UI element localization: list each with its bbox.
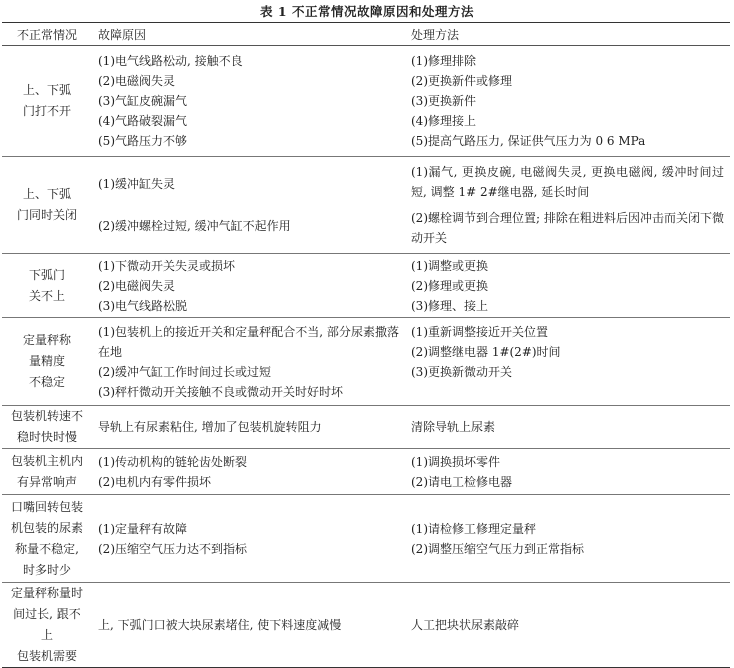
condition-line: 包装机转速不 — [10, 409, 83, 423]
fault-table — [2, 22, 730, 668]
condition-line: 门同时关闭 — [16, 208, 77, 222]
condition-cell — [2, 406, 92, 449]
condition-line: 时多时少 — [22, 562, 71, 577]
cause-item: (2)电磁阀失灵 — [98, 74, 175, 88]
condition-cell — [2, 449, 92, 495]
table-row — [2, 495, 730, 583]
cause-item: (2)缓冲螺栓过短, 缓冲气缸不起作用 — [98, 219, 291, 233]
cause-item: (1)传动机构的链轮齿处断裂 — [98, 454, 247, 469]
condition-line: 称量不稳定, — [15, 541, 79, 556]
condition-line: 包装机主机内 — [10, 453, 83, 468]
solution-item: (1)调整或更换 — [411, 258, 488, 273]
condition-line: 上、下弧 — [22, 83, 71, 97]
table-row — [2, 254, 730, 318]
solution-item: (3)更换新微动开关 — [411, 364, 512, 379]
cause-item: (5)气路压力不够 — [98, 134, 187, 148]
cause-item: 导轨上有尿素粘住, 增加了包装机旋转阻力 — [98, 420, 322, 434]
cause-item: (1)包装机上的接近开关和定量秤配合不当, 部分尿素撒落在地 — [98, 324, 399, 359]
condition-line: 有异常响声 — [16, 474, 77, 489]
condition-cell — [2, 46, 92, 157]
cause-item: (1)电气线路松动, 接触不良 — [98, 54, 243, 68]
condition-cell — [2, 495, 92, 583]
condition-line: 口嘴回转包装 — [10, 499, 83, 514]
solution-item: (2)请电工检修电器 — [411, 474, 512, 489]
table-row — [2, 157, 730, 254]
table-row — [2, 406, 730, 449]
cause-cell — [92, 46, 405, 157]
condition-line: 关不上 — [28, 288, 65, 303]
solution-item: 清除导轨上尿素 — [411, 420, 496, 434]
condition-line: 间过长, 跟不上 — [13, 607, 81, 642]
cause-item: (1)缓冲缸失灵 — [98, 177, 175, 191]
cause-item: (2)缓冲气缸工作时间过长或过短 — [98, 364, 271, 379]
cause-item: (1)下微动开关失灵或损坏 — [98, 258, 235, 273]
condition-cell — [2, 583, 92, 668]
cause-item: (3)气缸皮碗漏气 — [98, 94, 187, 108]
solution-item: (1)请检修工修理定量秤 — [411, 521, 536, 536]
condition-line: 包装机需要 — [16, 649, 77, 663]
cause-item: 上, 下弧门口被大块尿素堵住, 使下料速度减慢 — [98, 618, 342, 632]
condition-line: 量精度 — [28, 354, 65, 368]
cause-item: (2)压缩空气压力达不到指标 — [98, 541, 247, 556]
cause-cell — [92, 157, 405, 254]
cause-cell — [92, 449, 405, 495]
table-row — [2, 318, 730, 406]
table-row — [2, 46, 730, 157]
condition-line: 定量秤称量时 — [10, 586, 83, 600]
solution-item: (2)修理或更换 — [411, 278, 488, 293]
condition-line: 门打不开 — [22, 104, 71, 118]
condition-line: 稳时快时慢 — [16, 430, 77, 444]
solution-item: (1)漏气, 更换皮碗, 电磁阀失灵, 更换电磁阀, 缓冲时间过短, 调整 1# 2#继电器, 延长时间 — [411, 165, 724, 199]
cause-cell — [92, 495, 405, 583]
solution-cell — [405, 254, 730, 318]
solution-item: (3)更换新件 — [411, 94, 476, 108]
solution-item: (1)调换损坏零件 — [411, 454, 500, 469]
condition-line: 上、下弧 — [22, 187, 71, 201]
solution-cell — [405, 318, 730, 406]
condition-line: 定量秤称 — [22, 333, 71, 347]
solution-cell — [405, 406, 730, 449]
condition-cell — [2, 318, 92, 406]
cause-cell — [92, 254, 405, 318]
cause-item: (1)定量秤有故障 — [98, 521, 187, 536]
cause-cell — [92, 318, 405, 406]
cause-item: (3)电气线路松脱 — [98, 298, 187, 313]
solution-item: 人工把块状尿素敲碎 — [411, 618, 520, 632]
condition-cell — [2, 157, 92, 254]
table-header-row — [2, 23, 730, 46]
solution-item: (4)修理接上 — [411, 114, 476, 128]
solution-cell — [405, 46, 730, 157]
header-cause: 故障原因 — [92, 23, 405, 46]
solution-item: (3)修理、接上 — [411, 298, 488, 313]
header-solution: 处理方法 — [405, 23, 730, 46]
table-caption: 表 1 不正常情况故障原因和处理方法 — [260, 4, 474, 19]
solution-cell — [405, 157, 730, 254]
solution-cell — [405, 449, 730, 495]
header-condition: 不正常情况 — [2, 23, 92, 46]
cause-cell — [92, 583, 405, 668]
solution-item: (2)调整继电器 1#(2#)时间 — [411, 344, 561, 359]
solution-item: (2)螺栓调节到合理位置; 排除在粗进料后因冲击而关闭下微动开关 — [411, 211, 724, 245]
solution-item: (5)提高气路压力, 保证供气压力为 0 6 MPa — [411, 134, 646, 148]
condition-line: 机包装的尿素 — [10, 520, 83, 535]
condition-cell — [2, 254, 92, 318]
cause-item: (4)气路破裂漏气 — [98, 114, 187, 128]
solution-cell — [405, 583, 730, 668]
condition-line: 不稳定 — [28, 375, 65, 389]
solution-cell — [405, 495, 730, 583]
cause-item: (2)电机内有零件损坏 — [98, 474, 211, 489]
cause-item: (2)电磁阀失灵 — [98, 278, 175, 293]
cause-cell — [92, 406, 405, 449]
condition-line: 下弧门 — [28, 267, 65, 282]
table-row — [2, 583, 730, 668]
solution-item: (2)调整压缩空气压力到正常指标 — [411, 541, 584, 556]
solution-item: (1)修理排除 — [411, 54, 476, 68]
cause-item: (3)秤杆微动开关接触不良或微动开关时好时坏 — [98, 384, 343, 399]
solution-item: (1)重新调整接近开关位置 — [411, 324, 548, 339]
table-row — [2, 449, 730, 495]
solution-item: (2)更换新件或修理 — [411, 74, 512, 88]
